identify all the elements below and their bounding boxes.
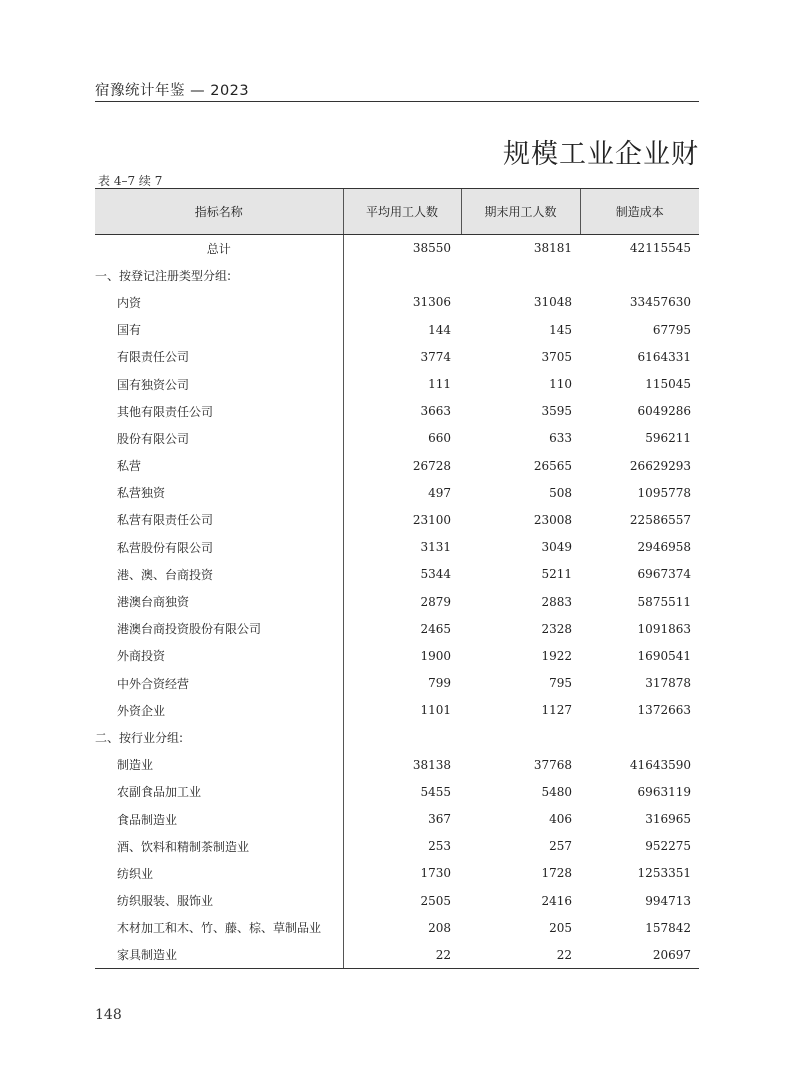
avg-employees-cell: 1900 xyxy=(420,648,451,663)
end-employees-cell: 5211 xyxy=(541,567,572,582)
table-row xyxy=(95,642,699,669)
end-employees-cell: 3049 xyxy=(541,540,572,555)
manufacturing-cost-cell: 115045 xyxy=(645,377,691,392)
row-label: 国有 xyxy=(95,316,343,343)
section-title: 规模工业企业财 xyxy=(503,139,699,170)
row-label: 酒、饮料和精制茶制造业 xyxy=(95,833,343,860)
end-employees-cell: 2883 xyxy=(541,594,572,609)
running-head: 宿豫统计年鉴 — 2023 xyxy=(95,83,250,99)
table-row xyxy=(95,425,699,452)
row-label: 港澳台商独资 xyxy=(95,588,343,615)
manufacturing-cost-cell: 596211 xyxy=(645,431,691,446)
table-header-row xyxy=(95,189,699,235)
page-number: 148 xyxy=(95,1007,122,1023)
avg-employees-cell: 38138 xyxy=(412,757,451,772)
end-employees-cell: 795 xyxy=(549,676,572,691)
end-employees-cell: 2328 xyxy=(541,621,572,636)
row-label: 港澳台商投资股份有限公司 xyxy=(95,615,343,642)
avg-employees-cell: 31306 xyxy=(412,295,451,310)
manufacturing-cost-cell: 5875511 xyxy=(637,594,691,609)
table-row xyxy=(95,289,699,316)
end-employees-cell: 205 xyxy=(549,920,572,935)
row-label: 外资企业 xyxy=(95,697,343,724)
table-group-row xyxy=(95,262,699,289)
avg-employees-cell: 3663 xyxy=(420,404,451,419)
avg-employees-cell: 111 xyxy=(428,377,451,392)
row-label: 私营有限责任公司 xyxy=(95,506,343,533)
avg-employees-cell: 144 xyxy=(428,322,451,337)
table-row xyxy=(95,833,699,860)
table-row xyxy=(95,316,699,343)
avg-employees-cell: 3774 xyxy=(420,349,451,364)
row-label: 私营股份有限公司 xyxy=(95,534,343,561)
table-body xyxy=(95,235,699,969)
table-caption: 表 4–7 续 7 xyxy=(98,174,163,188)
row-label: 制造业 xyxy=(95,751,343,778)
table-row xyxy=(95,506,699,533)
manufacturing-cost-cell: 26629293 xyxy=(629,458,691,473)
statistics-table xyxy=(95,188,699,969)
table-row xyxy=(95,778,699,805)
manufacturing-cost-cell: 42115545 xyxy=(629,241,691,256)
manufacturing-cost-cell: 22586557 xyxy=(629,512,691,527)
end-employees-cell: 406 xyxy=(549,812,572,827)
table-row xyxy=(95,588,699,615)
end-employees-cell: 257 xyxy=(549,839,572,854)
end-employees-cell: 22 xyxy=(461,941,580,968)
table-row xyxy=(95,914,699,941)
row-label: 内资 xyxy=(95,289,343,316)
row-label: 木材加工和木、竹、藤、棕、草制品业 xyxy=(95,914,343,941)
row-label: 家具制造业 xyxy=(95,941,343,968)
manufacturing-cost-cell: 67795 xyxy=(652,322,691,337)
row-label: 二、按行业分组: xyxy=(95,724,343,751)
row-label: 纺织服装、服饰业 xyxy=(95,887,343,914)
end-employees-cell: 2416 xyxy=(541,893,572,908)
avg-employees-cell: 5455 xyxy=(420,784,451,799)
row-label: 私营 xyxy=(95,452,343,479)
table-row xyxy=(95,615,699,642)
manufacturing-cost-cell: 41643590 xyxy=(629,757,691,772)
manufacturing-cost-cell: 1690541 xyxy=(637,648,691,663)
avg-employees-cell xyxy=(343,262,461,289)
avg-employees-cell: 367 xyxy=(428,812,451,827)
manufacturing-cost-cell: 952275 xyxy=(645,839,691,854)
column-header-manufacturing-cost: 制造成本 xyxy=(580,189,699,235)
avg-employees-cell: 26728 xyxy=(412,458,451,473)
end-employees-cell: 23008 xyxy=(533,512,572,527)
row-label: 一、按登记注册类型分组: xyxy=(95,262,343,289)
table-row xyxy=(95,860,699,887)
manufacturing-cost-cell: 33457630 xyxy=(629,295,691,310)
row-label: 国有独资公司 xyxy=(95,370,343,397)
end-employees-cell: 508 xyxy=(549,485,572,500)
table-row xyxy=(95,343,699,370)
table-row xyxy=(95,398,699,425)
end-employees-cell: 3595 xyxy=(541,404,572,419)
manufacturing-cost-cell xyxy=(580,262,699,289)
end-employees-cell: 633 xyxy=(549,431,572,446)
table-row xyxy=(95,751,699,778)
end-employees-cell: 3705 xyxy=(541,349,572,364)
avg-employees-cell: 38550 xyxy=(412,241,451,256)
end-employees-cell: 26565 xyxy=(533,458,572,473)
manufacturing-cost-cell: 6049286 xyxy=(637,404,691,419)
manufacturing-cost-cell: 2946958 xyxy=(637,540,691,555)
avg-employees-cell: 22 xyxy=(343,941,461,968)
end-employees-cell: 145 xyxy=(549,322,572,337)
avg-employees-cell: 208 xyxy=(428,920,451,935)
end-employees-cell xyxy=(461,724,580,751)
end-employees-cell: 1127 xyxy=(541,703,572,718)
manufacturing-cost-cell: 6963119 xyxy=(637,784,691,799)
table-total-row xyxy=(95,235,699,262)
column-header-end-employees: 期末用工人数 xyxy=(461,189,580,235)
end-employees-cell: 5480 xyxy=(541,784,572,799)
manufacturing-cost-cell: 317878 xyxy=(645,676,691,691)
manufacturing-cost-cell xyxy=(580,724,699,751)
manufacturing-cost-cell: 6967374 xyxy=(637,567,691,582)
avg-employees-cell: 660 xyxy=(428,431,451,446)
end-employees-cell: 31048 xyxy=(533,295,572,310)
table-row xyxy=(95,941,699,968)
avg-employees-cell: 3131 xyxy=(420,540,451,555)
table-row xyxy=(95,561,699,588)
manufacturing-cost-cell: 316965 xyxy=(645,812,691,827)
avg-employees-cell: 23100 xyxy=(412,512,451,527)
row-label: 私营独资 xyxy=(95,479,343,506)
avg-employees-cell: 253 xyxy=(428,839,451,854)
avg-employees-cell: 2465 xyxy=(420,621,451,636)
table-row xyxy=(95,479,699,506)
row-label: 纺织业 xyxy=(95,860,343,887)
column-header-avg-employees: 平均用工人数 xyxy=(343,189,461,235)
table-row xyxy=(95,697,699,724)
row-label: 食品制造业 xyxy=(95,805,343,832)
table-row xyxy=(95,670,699,697)
avg-employees-cell: 497 xyxy=(428,485,451,500)
manufacturing-cost-cell: 1091863 xyxy=(637,621,691,636)
row-label: 总计 xyxy=(95,235,343,262)
row-label: 中外合资经营 xyxy=(95,670,343,697)
table-row xyxy=(95,805,699,832)
header-rule xyxy=(95,101,699,102)
manufacturing-cost-cell: 20697 xyxy=(580,941,699,968)
table-row xyxy=(95,887,699,914)
manufacturing-cost-cell: 1253351 xyxy=(637,866,691,881)
end-employees-cell: 37768 xyxy=(533,757,572,772)
end-employees-cell: 1922 xyxy=(541,648,572,663)
manufacturing-cost-cell: 6164331 xyxy=(637,349,691,364)
end-employees-cell: 110 xyxy=(549,377,572,392)
row-label: 股份有限公司 xyxy=(95,425,343,452)
avg-employees-cell xyxy=(343,724,461,751)
end-employees-cell xyxy=(461,262,580,289)
table-row xyxy=(95,452,699,479)
manufacturing-cost-cell: 157842 xyxy=(645,920,691,935)
avg-employees-cell: 1101 xyxy=(420,703,451,718)
avg-employees-cell: 799 xyxy=(428,676,451,691)
row-label: 有限责任公司 xyxy=(95,343,343,370)
manufacturing-cost-cell: 1372663 xyxy=(637,703,691,718)
avg-employees-cell: 2879 xyxy=(420,594,451,609)
avg-employees-cell: 1730 xyxy=(420,866,451,881)
table-row xyxy=(95,370,699,397)
end-employees-cell: 38181 xyxy=(533,241,572,256)
manufacturing-cost-cell: 1095778 xyxy=(637,485,691,500)
column-header-indicator: 指标名称 xyxy=(95,189,343,235)
row-label: 其他有限责任公司 xyxy=(95,398,343,425)
table-row xyxy=(95,534,699,561)
row-label: 外商投资 xyxy=(95,642,343,669)
row-label: 农副食品加工业 xyxy=(95,778,343,805)
avg-employees-cell: 5344 xyxy=(420,567,451,582)
table-group-row xyxy=(95,724,699,751)
manufacturing-cost-cell: 994713 xyxy=(645,893,691,908)
end-employees-cell: 1728 xyxy=(541,866,572,881)
avg-employees-cell: 2505 xyxy=(420,893,451,908)
row-label: 港、澳、台商投资 xyxy=(95,561,343,588)
